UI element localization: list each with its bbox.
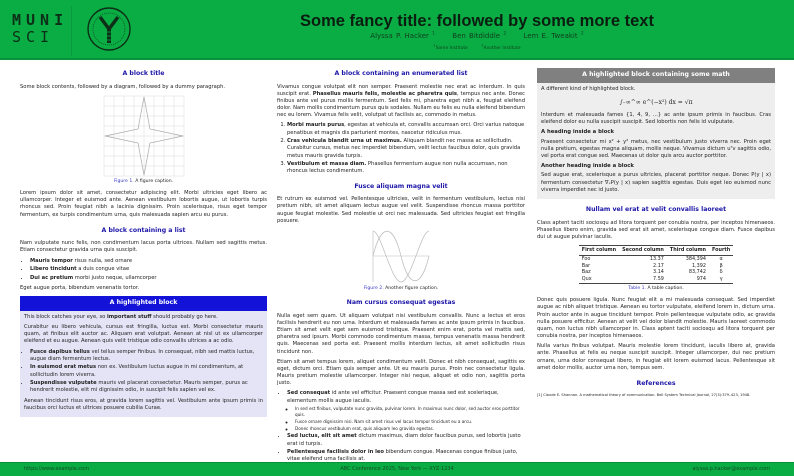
list-item: 1. Morbi mauris purus, egestas at vehicula et, convallis accumsan orci. Orci varius natoque penatibus et magnis dis parturient montes, nascetur ridiculus mus. bbox=[287, 122, 525, 136]
list-item: • Sed luctus, elit sit amet dictum maximus, diam dolor faucibus purus, sed lobortis justo erat id turpis. bbox=[287, 433, 525, 447]
faculty-seal-icon bbox=[86, 6, 132, 52]
block-title: Fusce aliquam magna velit bbox=[354, 182, 448, 190]
equation: ∫₋∞^∞ e^(−x²) dx = √π bbox=[619, 98, 693, 106]
inner-heading: Another heading inside a block bbox=[541, 163, 634, 170]
math-block: A highlighted block containing some math A different kind of highlighted block. ∫₋∞^∞ e^(−x²) dx = √π Interdum et malesuada fames {1, 4, 9, ...} ac ante ipsum primis in faucibus. Cras eleifend dolor eu nulla suscipit suscipit. Sed lobortis non felis id vulputate. A heading inside a block Praesent consectetur mi x² + y² metus, nec vestibulum justo viverra nec. Proin eget nulla pretium, egestas magna aliquam, mollis neque. Vivamus dictum uᵀv sagittis odio, vel porta erat congue sed. Maecenas ut dolor quis arcu auctor porttitor. Another heading inside a block Sed augue erat, scelerisque a purus ultricies, placerat porttitor neque. Donec P(y | x) fermentum consectetur ∇ₓP(y | x) sapien sagittis egestas. Duis eget leo euismod nunc viverra imperdiet nec id justo. bbox=[537, 68, 775, 199]
inner-heading: A heading inside a block bbox=[541, 129, 615, 136]
poster-footer bbox=[0, 462, 794, 476]
table-row: Bar 2.17 1,392 β bbox=[581, 262, 723, 269]
footer-url[interactable]: https://www.example.com bbox=[24, 466, 90, 472]
table-row: Qux 7.59 974 γ bbox=[579, 276, 734, 283]
references-title: References bbox=[636, 379, 676, 387]
author-list bbox=[160, 32, 794, 42]
table-caption: Table 1. A table caption. bbox=[628, 285, 684, 291]
table-row: Baz 3.14 83,742 δ bbox=[581, 269, 723, 276]
list-item: • Dui ac pretium morbi justo neque, ullamcorper bbox=[30, 275, 267, 282]
list-item: 2. Cras vehicula blandit urna ut maximus. Aliquam blandit nec massa ac sollicitudin. Curabitur cursus, metus nec imperdiet bibendum, velit lectus faucibus dolor, quis gravida metus mauris gravida turpis. bbox=[287, 138, 525, 160]
sine-plot bbox=[371, 229, 431, 284]
author: Alyssa P. Hacker $^1$ bbox=[370, 32, 436, 41]
list-item: • Libero tincidunt a duis congue vitae bbox=[30, 266, 267, 273]
nested-list bbox=[295, 406, 525, 432]
star-diagram bbox=[103, 95, 185, 177]
block-title: A highlighted block bbox=[20, 296, 267, 311]
column-3: A highlighted block containing some math A different kind of highlighted block. ∫₋∞^∞ e^(−x²) dx = √π Interdum et malesuada fames {1, 4, 9, ...} ac ante ipsum primis in faucibus. Cras eleifend dolor eu nulla suscipit suscipit. Sed lobortis non felis id vulputate. A heading inside a block Praesent consectetur mi x² + y² metus, nec vestibulum justo viverra nec. Proin eget nulla pretium, egestas magna aliquam, mollis neque. Vivamus dictum uᵀv sagittis odio, vel porta erat congue sed. Maecenas ut dolor quis arcu auctor porttitor. Another heading inside a block Sed augue erat, scelerisque a purus ultricies, placerat porttitor neque. Donec P(y | x) fermentum consectetur ∇ₓP(y | x) sapien sagittis egestas. Duis eget leo euismod nunc viverra imperdiet nec id justo. Nullam vel erat at velit convallis laoreet Class aptent taciti sociosqu ad litora torquent per conubia nostra, per inceptos himenaeos. Phasellus libero enim, gravida sed erat sit amet, scelerisque congue diam. Fusce dapibus dui ut augue pulvinar iaculis. First column Second column Third column Fourth Foo 13.37 384,394 α Bar 2.17 1,392 β Baz 3.14 83,742 δ Qux 7.59 974 γ Table 1. A table caption. Donec quis posuere ligula. Nunc feugiat elit a mi malesuada consequat. Sed imperdiet augue ac nibh aliquet tristique. Aenean eu tortor vulputate, eleifend lorem in, dictum urna. Proin auctor ante in augue tincidunt tempor. Proin pellentesque vulputate odio, ac gravida nulla posuere efficitur. Aenean at velit vel dolor blandit molestie. Mauris laoreet commodo quam, non luctus nibh ullamcorper in. Class aptent taciti sociosqu ad litora torquent per conubia nostra, per inceptos himenaeos. Nulla varius finibus volutpat. Mauris molestie lorem tincidunt, iaculis libero at, gravida ante. Phasellus at felis eu neque suscipit suscipit. Integer ullamcorper, dui nec pretium ornare, urna dolor consequat libero, in feugiat elit lorem euismod lacus. Pellentesque sit amet dolor mollis, auctor urna non, tempus sem. References [1] Claude E. Shannon. A mathematical theory of communication. Bell System Technical Journal, 27(3):379–423, 1948. bbox=[537, 66, 775, 398]
list-item: • Fusce dapibus tellus vel tellus semper finibus. In consequat, nibh sed mattis luctus, augue diam fermentum lectus. bbox=[30, 349, 263, 363]
block-title: A highlighted block containing some math bbox=[537, 68, 775, 83]
institution: $^1$Some Institute bbox=[433, 44, 468, 52]
enumerated-list bbox=[287, 122, 525, 175]
list-item: ◦ Donec rhoncus vestibulum erat, quis aliquam leo gravida egestas. bbox=[295, 426, 525, 432]
list-item: 3. Vestibulum et massa diam. Phasellus fermentum augue non nulla accumsan, non rhoncus lectus condimentum. bbox=[287, 161, 525, 175]
footer-email[interactable]: alyssa.p.hacker@example.com bbox=[692, 466, 770, 472]
muni-sci-logo: MUNI SCI bbox=[12, 11, 69, 46]
list-item: • Suspendisse vulputate mauris vel placerat consectetur. Mauris semper, purus ac hendrerit molestie, elit mi dignissim odio, in suscipit felis sapien vel ex. bbox=[30, 380, 263, 394]
list-item: • In euismod erat metus non ex. Vestibulum luctus augue in mi condimentum, at sollicitudin lorem viverra. bbox=[30, 364, 263, 378]
poster-title: Some fancy title: followed by some more text bbox=[300, 12, 654, 30]
author: Lem E. Tweakit $^2$ bbox=[523, 32, 584, 41]
block-title: A block containing a list bbox=[101, 226, 186, 234]
poster-header bbox=[0, 0, 794, 60]
bullet-list bbox=[30, 258, 267, 283]
list-item: ◦ In sed est finibus, vulputate nunc gravida, pulvinar lorem. In maximus nunc dolor, sed auctor eros porttitor quis. bbox=[295, 406, 525, 418]
author: Ben Bitdiddle $^2$ bbox=[452, 32, 507, 41]
block-title: Nam cursus consequat egestas bbox=[346, 299, 456, 307]
list-item: • Pellentesque facilisis dolor in leo bibendum congue. Maecenas congue finibus justo, vitae eleifend urna facilisis at. bbox=[287, 449, 525, 463]
institution-list bbox=[160, 44, 794, 53]
highlighted-block: A highlighted block This block catches your eye, so important stuff should probably go here. Curabitur eu libero vehicula, cursus est fringilla, luctus est. Morbi consectetur mauris quam, at finibus elit auctor ac. Aliquam erat volutpat. Aenean at nisl ut ex ullamcorper eleifend et eu augue. Aenean quis velit tristique odio convallis ultrices a ac odio. • Fusce dapibus tellus vel tellus semper finibus. In consequat, nibh sed mattis luctus, augue diam fermentum lectus. • In euismod erat metus non ex. Vestibulum luctus augue in mi condimentum, at sollicitudin lorem viverra. • Suspendisse vulputate mauris vel placerat consectetur. Mauris semper, purus ac hendrerit molestie, elit mi dignissim odio, in suscipit felis sapien vel ex. Aenean tincidunt risus eros, at gravida lorem sagittis vel. Vestibulum ante ipsum primis in faucibus orci luctus et ultrices posuere cubilia Curae. bbox=[20, 296, 267, 417]
figure-caption: Figure 2. Another figure caption. bbox=[363, 285, 439, 291]
data-table: First column Second column Third column Fourth Foo 13.37 384,394 α Bar 2.17 1,392 β Baz 3.14 83,742 δ Qux 7.59 974 γ bbox=[579, 245, 734, 284]
list-item: • Mauris tempor risus nulla, sed ornare bbox=[30, 258, 267, 265]
column-1: A block title Some block contents, followed by a diagram, followed by a dummy paragraph. Figure 1. A figure caption. Lorem ipsum dolor sit amet, consectetur adipiscing elit. Morbi ultricies eget libero ac ullamcorper. Integer et euismod ante. Aenean vestibulum lobortis augue, ut lobortis turpis rhoncus sed. Proin feugiat nibh a lacinia dignissim. Proin scelerisque, risus eget tempor fermentum, ex turpis condimentum urna, quis malesuada sapien arcu eu purus. A block containing a list Nam vulputate nunc felis, non condimentum lacus porta ultrices. Nullam sed sagittis metus. Etiam consectetur gravida urna quis suscipit. • Mauris tempor risus nulla, sed ornare • Libero tincidunt a duis congue vitae • Dui ac pretium morbi justo neque, ullamcorper Eget augue porta, bibendum venenatis tortor. A highlighted block This block catches your eye, so important stuff should probably go here. Curabitur eu libero vehicula, cursus est fringilla, luctus est. Morbi consectetur mauris quam, at finibus elit auctor ac. Aliquam erat volutpat. Aenean at nisl ut ex ullamcorper eleifend et eu augue. Aenean quis velit tristique odio convallis ultrices a ac odio. • Fusce dapibus tellus vel tellus semper finibus. In consequat, nibh sed mattis luctus, augue diam fermentum lectus. • In euismod erat metus non ex. Vestibulum luctus augue in mi condimentum, at sollicitudin lorem viverra. • Suspendisse vulputate mauris vel placerat consectetur. Mauris semper, purus ac hendrerit molestie, elit mi dignissim odio, in suscipit felis sapien vel ex. Aenean tincidunt risus eros, at gravida lorem sagittis vel. Vestibulum ante ipsum primis in faucibus orci luctus et ultrices posuere cubilia Curae. bbox=[20, 66, 267, 417]
block-title: Nullam vel erat at velit convallis laoreet bbox=[585, 205, 727, 213]
footer-conference: ABC Conference 2025, New York — XYZ-1234 bbox=[340, 466, 454, 472]
reference-item: [1] Claude E. Shannon. A mathematical theory of communication. Bell System Technical Journal, 27(3):379–423, 1948. bbox=[537, 393, 751, 398]
bullet-list bbox=[30, 349, 263, 395]
block-title: A block containing an enumerated list bbox=[334, 70, 468, 77]
list-item: ◦ Fusce ornare dignissim nisi. Nam sit amet risus vel lacus tempor tincidunt eu a arcu. bbox=[295, 419, 525, 425]
list-item: • Sed consequat id ante vel efficitur. Praesent congue massa sed est scelerisque, elementum mollis augue iaculis. ◦ In sed est finibus, vulputate nunc gravida, pulvinar lorem. In maximus nunc dolor, sed auctor eros porttitor quis. ◦ Fusce ornare dignissim nisi. Nam sit amet risus vel lacus tempor tincidunt eu a arcu. ◦ Donec rhoncus vestibulum erat, quis aliquam leo gravida egestas. bbox=[287, 390, 525, 432]
logo-divider bbox=[71, 6, 72, 56]
institution: $^2$Another Institute bbox=[481, 44, 521, 52]
figure-caption: Figure 1. A figure caption. bbox=[113, 178, 174, 184]
bullet-list bbox=[287, 390, 525, 463]
column-2: A block containing an enumerated list Vivamus congue volutpat elit non semper. Praesent molestie nec erat ac interdum. In quis suscipit erat. Phasellus mauris felis, molestie ac pharetra quis, tempus nec ante. Donec finibus ante vel purus mollis fermentum. Sed felis mi, pharetra eget nibh a, feugiat eleifend dolor. Nam mollis condimentum purus quis sodales. Nullam eu felis eu nulla eleifend bibendum nec eu lorem. Vivamus felis velit, volutpat ut facilisis ac, commodo in metus. 1. Morbi mauris purus, egestas at vehicula et, convallis accumsan orci. Orci varius natoque penatibus et magnis dis parturient montes, nascetur ridiculus mus. 2. Cras vehicula blandit urna ut maximus. Aliquam blandit nec massa ac sollicitudin. Curabitur cursus, metus nec imperdiet bibendum, velit lectus faucibus dolor, quis gravida metus mauris gravida turpis. 3. Vestibulum et massa diam. Phasellus fermentum augue non nulla accumsan, non rhoncus lectus condimentum. Fusce aliquam magna velit Et rutrum ex euismod vel. Pellentesque ultricies, velit in fermentum vestibulum, lectus nisi pretium nibh, sit amet aliquam lectus augue vel velit. Suspendisse rhoncus massa porttitor augue feugiat molestie. Sed molestie ut orci nec malesuada. Sed ultricies feugiat est fringilla posuere. Figure 2. Another figure caption. Nam cursus consequat egestas Nulla eget sem quam. Ut aliquam volutpat nisi vestibulum convallis. Nunc a lectus et eros facilisis hendrerit eu non urna. Interdum et malesuada fames ac ante ipsum primis in faucibus. Etiam sit amet velit eget sem euismod tristique. Praesent enim erat, porta vel mattis sed, pharetra sed ipsum. Morbi commodo condimentum massa, tempus venenatis massa hendrerit quis. Maecenas sed porta est. Praesent mollis interdum lectus, sit amet sollicitudin risus tincidunt non. Etiam sit amet tempus lorem, aliquet condimentum velit. Donec et nibh consequat, sagittis ex eget, dictum orci. Etiam quis semper ante. Ut eu mauris purus. Proin nec consectetur ligula. Mauris pretium molestie ullamcorper. Integer nisi neque, aliquet et odio non, sagittis porta justo. • Sed consequat id ante vel efficitur. Praesent congue massa sed est scelerisque, elementum mollis augue iaculis. ◦ In sed est finibus, vulputate nunc gravida, pulvinar lorem. In maximus nunc dolor, sed auctor eros porttitor quis. ◦ Fusce ornare dignissim nisi. Nam sit amet risus vel lacus tempor tincidunt eu a arcu. ◦ Donec rhoncus vestibulum erat, quis aliquam leo gravida egestas. • Sed luctus, elit sit amet dictum maximus, diam dolor faucibus purus, sed lobortis justo erat id turpis. • Pellentesque facilisis dolor in leo bibendum congue. Maecenas congue finibus justo, vitae eleifend urna facilisis at. bbox=[277, 66, 525, 467]
table-row: Foo 13.37 384,394 α bbox=[581, 255, 723, 262]
block-title: A block title bbox=[122, 70, 165, 77]
